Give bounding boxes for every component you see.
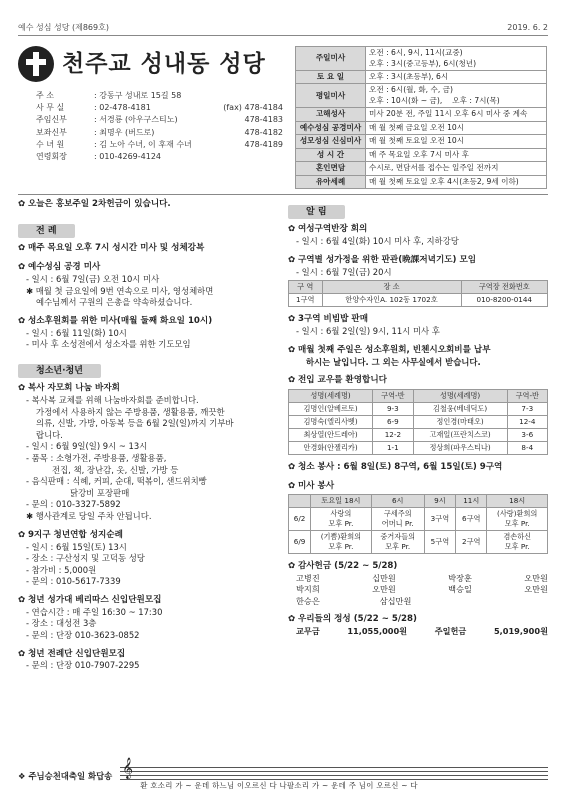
mass-schedule-table xyxy=(295,46,547,189)
table-row: 6/2 사랑의 모후 Pr. 구세주의 어머니 Pr. 3구역 6구역 (사랑)환희의 모후 Pr. xyxy=(289,508,548,531)
mass-row: 주일미사 오전 : 6시, 9시, 11시(교중) 오후 : 3시(중고등부), 6시(청년) xyxy=(296,47,547,71)
newcomers-table: 성명(세례명) 구역-반 성명(세례명) 구역-반 김명인(알베르토) 9-3 김철웅(베네딕도) 7-3 김명숙(엘리사벳) 6-9 정인경(마태오) 12-4 최상열(안드레아) 12-2 고재일(프란치스코) 3-6 안경화(안젤리카) 1-1 정상희(파우스티나) 8-4 xyxy=(288,389,548,455)
item-title: ✿ 3구역 비빔밥 판매 xyxy=(288,314,548,326)
directory-row: 주 소 : 강동구 성내로 15길 58 xyxy=(36,91,182,101)
item-title: ✿ 9지구 청년연합 성지순례 xyxy=(18,530,278,542)
parish-info xyxy=(18,46,283,186)
item-title: ✿ 청년 성가대 베리따스 신입단원모집 xyxy=(18,595,278,607)
item-title: ✿ 우리들의 정성 (5/22 ~ 5/28) xyxy=(288,614,548,626)
directory-row: 연령회장 : 010-4269-4124 xyxy=(36,151,161,161)
item-title: ✿ 복사 자모회 나눔 바자회 xyxy=(18,383,278,395)
parish-title: 천주교 성내동 성당 xyxy=(62,50,266,78)
parish-directory xyxy=(18,90,283,163)
offering-row: 고병진 십만원 박장훈 오만원 xyxy=(296,572,548,583)
mass-service-table: 토요일 18시 6시 9시 11시 18시 6/2 사랑의 모후 Pr. 구세주의 어머니 Pr. 3구역 6구역 (사랑)환희의 모후 Pr. 6/9 (기쁨)환희의 모후 Pr. 중거자들의 모후 Pr. 5구역 2구역 겸손하신 모후 Pr. xyxy=(288,494,548,554)
music-staff xyxy=(120,758,548,792)
directory-row: 사 무 실 : 02-478-4181 (fax) 478-4184 xyxy=(36,103,283,113)
vespers-table: 구 역 장 소 구역장 전화번호 1구역 한양수자인A. 102동 1702호 010-8200-0144 xyxy=(288,280,548,307)
psalm-footer xyxy=(18,758,548,792)
issue-number: 예수 성심 성당 (제869호) xyxy=(18,23,109,32)
item-title: ✿ 청소 봉사 : 6월 8일(토) 8구역, 6월 15일(토) 9구역 xyxy=(288,462,548,474)
item-title: ✿ 감사헌금 (5/22 ~ 5/28) xyxy=(288,561,548,573)
mass-row: 토 요 일 오후 : 3시(초등부), 6시 xyxy=(296,70,547,83)
table-row: 6/9 (기쁨)환희의 모후 Pr. 중거자들의 모후 Pr. 5구역 2구역 겸손하신 모후 Pr. xyxy=(289,531,548,554)
treble-clef-icon: 𝄞 xyxy=(122,758,133,779)
staff-lines xyxy=(120,764,548,780)
mass-row: 혼인면담 수시로, 면담서를 접수는 일주일 전까지 xyxy=(296,162,547,175)
cross-logo-icon xyxy=(18,46,54,82)
table-row: 최상열(안드레아) 12-2 고재일(프란치스코) 3-6 xyxy=(289,428,548,441)
item-title: ✿ 매월 첫째 주일은 성소후원회, 빈첸시오회비를 납부 xyxy=(288,345,548,357)
item-title: ✿ 구역별 성가정을 위한 판관(晩課저녁기도) 모임 xyxy=(288,255,548,267)
issue-date: 2019. 6. 2 xyxy=(507,23,548,32)
table-row: 안경화(안젤리카) 1-1 정상희(파우스티나) 8-4 xyxy=(289,441,548,454)
section-heading-youth: 청소년·청년 xyxy=(18,364,101,378)
section-heading-notices: 알 림 xyxy=(288,205,345,219)
item-title: ✿ 매주 목요일 오후 7시 성시간 미사 및 성체강복 xyxy=(18,243,278,255)
mass-row: 고해성사 미사 20분 전, 주일 11시 오후 6시 미사 중 계속 xyxy=(296,108,547,121)
mass-row: 성 시 간 매 주 목요일 오후 7시 미사 후 xyxy=(296,148,547,161)
offering-row: 박지희 오만원 백승일 오만원 xyxy=(296,584,548,595)
psalm-title: ❖ 주님승천대축일 화답송 xyxy=(18,771,112,783)
item-title: ✿ 미사 봉사 xyxy=(288,481,548,493)
directory-row: 수 녀 원 : 김 노아 수녀, 이 후재 수녀 478-4189 xyxy=(36,139,283,149)
totals-row: 교무금 11,055,000원 주일헌금 5,019,900원 xyxy=(296,625,548,636)
item-title: ✿ 전입 교우를 환영합니다 xyxy=(288,375,548,387)
item-title: ✿ 성소후원회를 위한 미사(매월 둘째 화요일 10시) xyxy=(18,316,278,328)
mass-row: 유아세례 매 월 첫째 토요일 오후 4시(초등2, 9세 이하) xyxy=(296,175,547,188)
table-row: 김명숙(엘리사벳) 6-9 정인경(마태오) 12-4 xyxy=(289,415,548,428)
table-row: 김명인(알베르토) 9-3 김철웅(베네딕도) 7-3 xyxy=(289,402,548,415)
mass-row: 성모성심 신심미사 매 월 첫째 토요일 오전 10시 xyxy=(296,135,547,148)
item-title: ✿ 여성구역반장 회의 xyxy=(288,224,548,236)
item-title: ✿ 청년 전례단 신입단원모집 xyxy=(18,649,278,661)
mass-row: 예수성심 공경미사 매 월 첫째 금요일 오전 10시 xyxy=(296,121,547,134)
notice: ✿ 오늘은 홍보주일 2차헌금이 있습니다. xyxy=(18,199,278,211)
item-title: ✿ 예수성심 공경 미사 xyxy=(18,262,278,274)
mass-row: 평일미사 오전 : 6시(월, 화, 수, 금) 오후 : 10시(화 ~ 금), 오후 : 7시(목) xyxy=(296,84,547,108)
psalm-lyrics: 환 호소리 가 ~ 운데 하느님 이오르신 다 나팔소리 가 ~ 운데 주 님이 오르신 ~ 다 xyxy=(140,781,418,790)
directory-row: 주임신부 : 서경룡 (아우구스티노) 478-4183 xyxy=(36,115,283,125)
section-heading-liturgy: 전 례 xyxy=(18,224,75,238)
issue-header xyxy=(18,0,548,36)
left-column: ✿ 오늘은 홍보주일 2차헌금이 있습니다. 전 례 ✿ 매주 목요일 오후 7시 성시간 미사 및 성체강복 ✿ 예수성심 공경 미사 - 일시 : 6월 7일(금) 오전 10시 미사 ✱ 매월 첫 금요일에 9번 연속으로 미사, 영성체하면 예수님께서 구원의 은총을 약속하셨습니다. ✿ 성소후원회를 위한 미사(매월 둘째 화요일 10시) - 일시 : 6월 11일(화) 10시 - 미사 후 소성전에서 성소자를 위한 기도모임 청소년·청년 ✿ 복사 자모회 나눔 바자회 - 복사복 교체를 위해 나눔바자회를 준비합니다. 가정에서 사용하지 않는 주방용품, 생활용품, 깨끗한 의류, 신발, 가방, 아동복 등을 6월 2일(일)까지 기부바 랍니다. - 일시 : 6월 9일(일) 9시 ~ 13시 - 품목 : 소형가전, 주방용품, 생활용품, 전집, 책, 장난감, 옷, 신발, 가방 등 - 음식판매 : 식혜, 커피, 순대, 떡볶이, 샌드위치빵 닭강비 포장판매 - 문의 : 010-3327-5892 ✱ 행사관계로 당일 주차 안됩니다. ✿ 9지구 청년연합 성지순례 - 일시 : 6월 15일(토) 13시 - 장소 : 구산성지 및 고덕동 성당 - 참가비 : 5,000원 - 문의 : 010-5617-7339 ✿ 청년 성가대 베리따스 신입단원모집 - 연습시간 : 매 주일 16:30 ~ 17:30 - 장소 : 대성전 3층 - 문의 : 단장 010-3623-0852 ✿ 청년 전례단 신입단원모집 - 문의 : 단장 010-7907-2295 xyxy=(18,199,278,754)
offering-row: 한승은 삼십만원 xyxy=(296,595,412,606)
directory-row: 보좌신부 : 최명우 (버드로) 478-4182 xyxy=(36,127,283,137)
right-column: 알 림 ✿ 여성구역반장 회의 - 일시 : 6월 4일(화) 10시 미사 후, 지하강당 ✿ 구역별 성가정을 위한 판관(晩課저녁기도) 모임 - 일시 : 6월 7일(금) 20시 구 역 장 소 구역장 전화번호 1구역 한양수자인A. 102동 1702호 010-8200-0144 ✿ 3구역 비빔밥 판매 - 일시 : 6월 2일(일) 9시, 11시 미사 후 ✿ 매월 첫째 주일은 성소후원회, 빈첸시오회비를 납부 하시는 날입니다. 그 외는 사무실에서 받습니다. ✿ 전입 교우를 환영합니다 성명(세례명) 구역-반 성명(세례명) 구역-반 김명인(알베르토) 9-3 김철웅(베네딕도) 7-3 김명숙(엘리사벳) 6-9 정인경(마태오) 12-4 최상열(안드레아) 12-2 고재일(프란치스코) 3-6 안경화(안젤리카) 1-1 정상희(파우스티나) 8-4 ✿ 청소 봉사 : 6월 8일(토) 8구역, 6월 15일(토) 9구역 ✿ 미사 봉사 토요일 18시 6시 9시 11시 18시 6/2 사랑의 모후 Pr. 구세주의 어머니 Pr. 3구역 6구역 (사랑)환희의 모후 Pr. 6/9 (기쁨)환희의 모후 Pr. 중거자들의 모후 Pr. 5구역 2구역 겸손하신 모후 Pr. ✿ 감사헌금 (5/22 ~ 5/28) 고병진 십만원 박장훈 오만원 박지희 오만원 백승일 오만원 한승은 삼십만원 ✿ 우리들의 정성 (5/22 ~ 5/28) 교무금 11,055,000원 주일헌금 5,019,900원 xyxy=(288,199,548,754)
content-columns xyxy=(18,194,548,754)
masthead xyxy=(18,46,548,186)
